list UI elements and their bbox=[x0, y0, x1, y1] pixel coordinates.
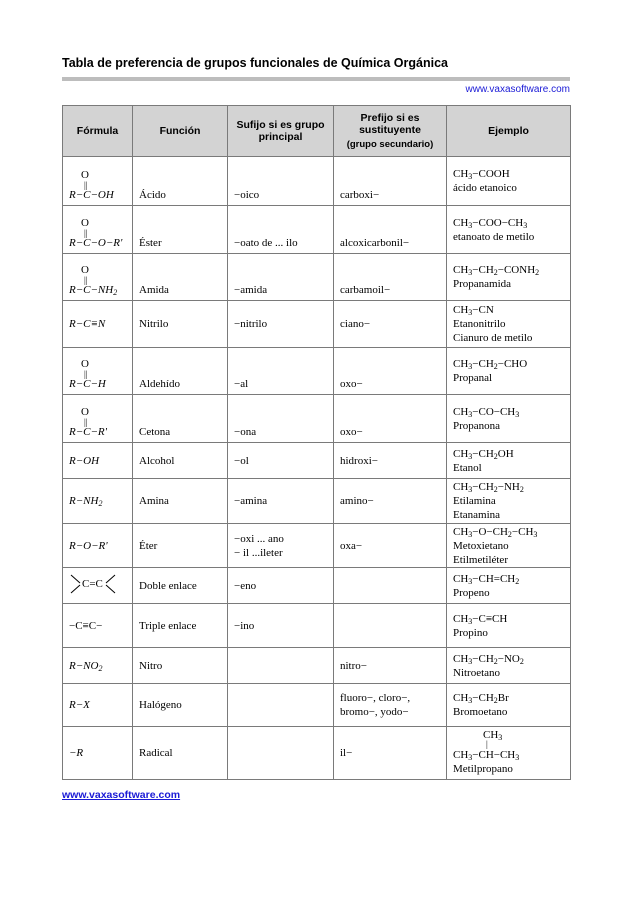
formula-cell bbox=[63, 524, 133, 568]
ejemplo-name: Nitroetano bbox=[453, 666, 501, 679]
ejemplo-cell bbox=[447, 604, 571, 648]
ejemplo-name: Propanamida bbox=[453, 278, 512, 290]
ejemplo-cell bbox=[447, 648, 571, 684]
prefijo-cell bbox=[334, 604, 447, 648]
sufijo-cell: −eno bbox=[228, 568, 334, 604]
prefijo-cell: il− bbox=[334, 727, 447, 780]
ejemplo-formula: $CH_3-CH_2Br$ bbox=[453, 692, 509, 705]
branch-bond: | bbox=[486, 739, 488, 749]
table-row bbox=[63, 604, 571, 648]
table-row bbox=[63, 206, 571, 254]
website-link-bottom[interactable]: www.vaxasoftware.com bbox=[62, 789, 181, 801]
formula-text: R−C≡N bbox=[69, 318, 106, 330]
ejemplo-formula: $CH_3-COO-CH_3$ bbox=[453, 216, 528, 230]
table-row bbox=[63, 301, 571, 348]
prefijo-cell: oxo− bbox=[334, 395, 447, 443]
funcion-cell: Nitro bbox=[133, 648, 228, 684]
ejemplo-cell bbox=[447, 568, 571, 604]
sufijo-cell bbox=[228, 684, 334, 727]
formula-text: $R-NH_2$ bbox=[69, 495, 103, 508]
carbonyl-structure bbox=[69, 217, 122, 249]
funcion-cell: Triple enlace bbox=[133, 604, 228, 648]
header-ejemplo: Ejemplo bbox=[447, 106, 571, 157]
prefijo-line: bromo−, yodo− bbox=[340, 706, 409, 718]
formula-cell bbox=[63, 684, 133, 727]
ejemplo-formula: $CH_3-C\equiv CH$ bbox=[453, 612, 508, 626]
formula-cell bbox=[63, 301, 133, 348]
formula-text: C=C bbox=[82, 577, 103, 590]
ejemplo-name: Bromoetano bbox=[453, 706, 508, 718]
formula-cell bbox=[63, 254, 133, 301]
header-formula: Fórmula bbox=[63, 106, 133, 157]
ejemplo-name-alt: Etilmetiléter bbox=[453, 553, 508, 566]
formula-text: R−X bbox=[69, 699, 90, 711]
alkene-structure bbox=[69, 573, 117, 595]
ejemplo-formula: $CH_3-CO-CH_3$ bbox=[453, 405, 520, 419]
funcion-cell: Halógeno bbox=[133, 684, 228, 727]
double-bond: || bbox=[84, 180, 88, 190]
ejemplo-formula: $CH_3-CH_2-NH_2$ bbox=[453, 481, 524, 494]
double-bond: || bbox=[84, 417, 88, 427]
prefijo-cell bbox=[334, 684, 447, 727]
formula-text: R−C−O−R' bbox=[69, 237, 123, 249]
table-row bbox=[63, 254, 571, 301]
carbonyl-oxygen: O bbox=[81, 406, 89, 418]
table-row bbox=[63, 479, 571, 524]
table-row bbox=[63, 157, 571, 206]
sufijo-cell bbox=[228, 727, 334, 780]
sufijo-cell: −ino bbox=[228, 604, 334, 648]
formula-text: R−C−OH bbox=[69, 189, 114, 201]
double-bond: || bbox=[84, 228, 88, 238]
ejemplo-cell bbox=[447, 684, 571, 727]
ejemplo-name: Etanonitrilo bbox=[453, 318, 506, 330]
ejemplo-formula: $CH_3-CH=CH_2$ bbox=[453, 572, 520, 586]
prefijo-cell: amino− bbox=[334, 479, 447, 524]
ejemplo-cell bbox=[447, 301, 571, 348]
funcion-cell: Amina bbox=[133, 479, 228, 524]
ejemplo-cell bbox=[447, 479, 571, 524]
formula-text: $R-C-NH_2$ bbox=[69, 284, 118, 297]
formula-cell bbox=[63, 648, 133, 684]
formula-cell bbox=[63, 568, 133, 604]
table-row bbox=[63, 443, 571, 479]
ejemplo-cell bbox=[447, 206, 571, 254]
funcion-cell: Doble enlace bbox=[133, 568, 228, 604]
sufijo-cell: −amida bbox=[228, 254, 334, 301]
table-row bbox=[63, 348, 571, 395]
sufijo-cell: −al bbox=[228, 348, 334, 395]
formula-text: $R-NO_2$ bbox=[69, 659, 103, 673]
carbonyl-structure bbox=[69, 358, 106, 390]
table-row bbox=[63, 395, 571, 443]
header-funcion: Función bbox=[133, 106, 228, 157]
funcion-cell: Éster bbox=[133, 206, 228, 254]
carbonyl-structure bbox=[69, 169, 114, 201]
sufijo-cell: −oato de ... ilo bbox=[228, 206, 334, 254]
ejemplo-formula: $CH_3-CH_2-CONH_2$ bbox=[453, 264, 540, 277]
ejemplo-name: Etilamina bbox=[453, 495, 496, 507]
double-bond: || bbox=[84, 369, 88, 379]
double-bond: || bbox=[84, 275, 88, 285]
table-row bbox=[63, 727, 571, 780]
prefijo-cell: hidroxi− bbox=[334, 443, 447, 479]
ejemplo-cell bbox=[447, 348, 571, 395]
ejemplo-cell bbox=[447, 524, 571, 568]
ejemplo-name: Propanal bbox=[453, 372, 493, 384]
carbonyl-oxygen: O bbox=[81, 264, 89, 276]
prefijo-cell: carbamoil− bbox=[334, 254, 447, 301]
ejemplo-formula: $CH_3-CH-CH_3$ bbox=[453, 749, 520, 762]
formula-text: R−OH bbox=[69, 454, 100, 467]
prefijo-cell: ciano− bbox=[334, 301, 447, 348]
table-row bbox=[63, 648, 571, 684]
sufijo-line: − il ...ileter bbox=[234, 546, 283, 559]
ejemplo-name-alt: Etanamina bbox=[453, 509, 501, 521]
prefijo-cell: nitro− bbox=[334, 648, 447, 684]
funcion-cell: Radical bbox=[133, 727, 228, 780]
formula-cell bbox=[63, 604, 133, 648]
ejemplo-cell bbox=[447, 395, 571, 443]
prefijo-cell: oxo− bbox=[334, 348, 447, 395]
formula-cell bbox=[63, 206, 133, 254]
ejemplo-branch-group: $CH_3$ bbox=[483, 729, 503, 742]
funcion-cell: Amida bbox=[133, 254, 228, 301]
sufijo-cell bbox=[228, 524, 334, 568]
formula-cell bbox=[63, 348, 133, 395]
ejemplo-name: Metilpropano bbox=[453, 763, 513, 775]
formula-cell bbox=[63, 157, 133, 206]
ejemplo-name: Propino bbox=[453, 626, 488, 639]
prefijo-cell: carboxi− bbox=[334, 157, 447, 206]
formula-text: R−C−H bbox=[69, 378, 106, 390]
sufijo-cell: −ona bbox=[228, 395, 334, 443]
ejemplo-formula: $CH_3-COOH$ bbox=[453, 168, 510, 181]
funcion-cell: Éter bbox=[133, 524, 228, 568]
header-prefijo bbox=[334, 106, 447, 157]
funcion-cell: Alcohol bbox=[133, 443, 228, 479]
formula-cell bbox=[63, 727, 133, 780]
ejemplo-name: Propanona bbox=[453, 419, 501, 432]
formula-text: R−C−R' bbox=[69, 426, 107, 438]
ejemplo-name: etanoato de metilo bbox=[453, 230, 535, 243]
carbonyl-structure bbox=[69, 264, 117, 296]
formula-cell bbox=[63, 479, 133, 524]
header-prefijo-label: Prefijo si es sustituyente bbox=[359, 112, 421, 136]
prefijo-cell bbox=[334, 568, 447, 604]
header-prefijo-note: (grupo secundario) bbox=[346, 139, 434, 150]
ejemplo-name: ácido etanoico bbox=[453, 182, 517, 194]
ejemplo-cell bbox=[447, 727, 571, 780]
prefijo-cell: oxa− bbox=[334, 524, 447, 568]
carbonyl-structure bbox=[69, 406, 107, 438]
formula-cell bbox=[63, 443, 133, 479]
table-row bbox=[63, 568, 571, 604]
ejemplo-formula: $CH_3-CH_2-NO_2$ bbox=[453, 652, 524, 666]
ejemplo-name: Metoxietano bbox=[453, 539, 509, 552]
carbonyl-oxygen: O bbox=[81, 217, 89, 229]
sufijo-line: −oxi ... ano bbox=[234, 532, 284, 545]
ejemplo-cell bbox=[447, 157, 571, 206]
ejemplo-cell bbox=[447, 443, 571, 479]
funcion-cell: Aldehído bbox=[133, 348, 228, 395]
ejemplo-formula: $CH_3-CN$ bbox=[453, 304, 494, 317]
prefijo-line: fluoro−, cloro−, bbox=[340, 692, 411, 704]
funcion-cell: Cetona bbox=[133, 395, 228, 443]
formula-cell bbox=[63, 395, 133, 443]
table-row bbox=[63, 684, 571, 727]
ejemplo-name: Propeno bbox=[453, 586, 490, 599]
ejemplo-formula: $CH_3-CH_2-CHO$ bbox=[453, 358, 528, 371]
ejemplo-formula: $CH_3-O-CH_2-CH_3$ bbox=[453, 525, 538, 539]
title-rule bbox=[62, 77, 570, 81]
ejemplo-name: Etanol bbox=[453, 461, 482, 474]
prefijo-cell: alcoxicarbonil− bbox=[334, 206, 447, 254]
document-title: Tabla de preferencia de grupos funcionales de Química Orgánica bbox=[62, 56, 448, 70]
funcion-cell: Nitrilo bbox=[133, 301, 228, 348]
header-sufijo: Sufijo si es grupo principal bbox=[228, 106, 334, 157]
table-row bbox=[63, 524, 571, 568]
sufijo-cell: −amina bbox=[228, 479, 334, 524]
ejemplo-branch bbox=[453, 730, 564, 748]
sufijo-cell: −oico bbox=[228, 157, 334, 206]
sufijo-cell: −ol bbox=[228, 443, 334, 479]
funcion-cell: Ácido bbox=[133, 157, 228, 206]
formula-text: R−O−R' bbox=[69, 539, 108, 552]
ejemplo-name-alt: Cianuro de metilo bbox=[453, 332, 533, 344]
ejemplo-formula: $CH_3-CH_2OH$ bbox=[453, 447, 514, 461]
formula-text: −R bbox=[69, 747, 84, 759]
ejemplo-cell bbox=[447, 254, 571, 301]
carbonyl-oxygen: O bbox=[81, 358, 89, 370]
carbonyl-oxygen: O bbox=[81, 169, 89, 181]
sufijo-cell bbox=[228, 648, 334, 684]
sufijo-cell: −nitrilo bbox=[228, 301, 334, 348]
functional-groups-table bbox=[62, 105, 571, 780]
website-link-top[interactable]: www.vaxasoftware.com bbox=[465, 84, 570, 95]
table-header-row bbox=[63, 106, 571, 157]
formula-text: −C≡C− bbox=[69, 619, 103, 632]
